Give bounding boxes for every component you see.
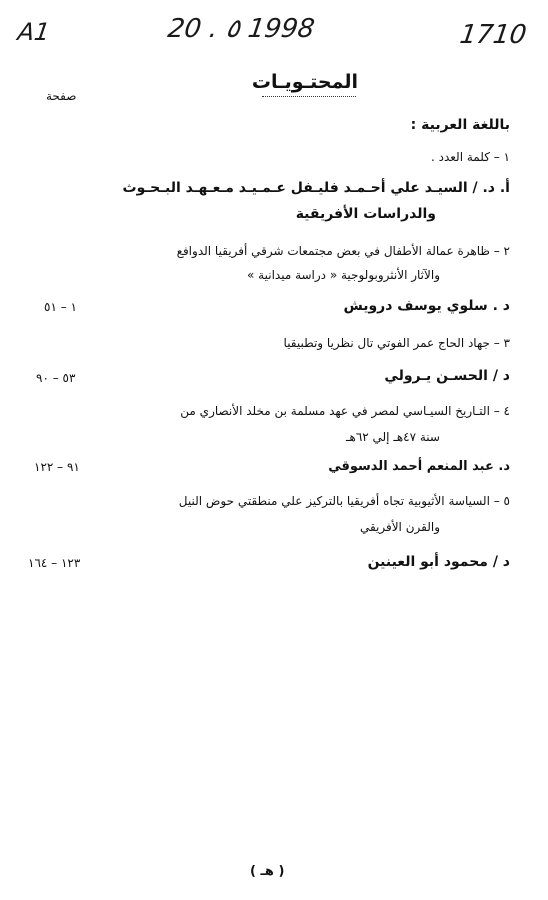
- page-number-mark: ( هـ ): [250, 864, 285, 879]
- page-title: المحتـويـات: [251, 71, 358, 93]
- entry-3-title: ٣ – جهاد الحاج عمر الفوتي تال نظريا وتطبيقيا: [283, 336, 510, 350]
- entry-2-author: د . سلوي يوسف درويش: [343, 298, 510, 314]
- entry-3-pages: ٥٣ – ٩٠: [36, 371, 76, 385]
- entry-2-title-line-2: والآثار الأنثروبولوجية « دراسة ميدانية »: [247, 268, 440, 282]
- handwritten-ref: A1: [16, 18, 52, 46]
- section-heading: باللغة العربية :: [410, 117, 510, 133]
- handwritten-date: 20 . ٥ 1998: [165, 14, 317, 44]
- entry-2-title-line-1: ٢ – ظاهرة عمالة الأطفال في بعض مجتمعات شرقي أفريقيا الدوافع: [176, 244, 510, 258]
- editor-line-2: والدراسات الأفريقية: [295, 206, 436, 222]
- page-column-label: صفحة: [46, 89, 77, 103]
- entry-5-pages: ١٢٣ – ١٦٤: [28, 556, 81, 570]
- entry-5-title-line-2: والقرن الأفريقي: [359, 520, 440, 534]
- entry-4-author: د. عبد المنعم أحمد الدسوقي: [328, 459, 510, 474]
- entry-5-author: د / محمود أبو العينين: [367, 554, 510, 570]
- entry-1-title: ١ – كلمة العدد .: [430, 150, 510, 164]
- entry-2-pages: ١ – ٥١: [44, 300, 77, 314]
- title-underline: [262, 96, 356, 97]
- entry-4-title-line-1: ٤ – التـاريخ السيـاسي لمصر في عهد مسلمة بن مخلد الأنصاري من: [180, 404, 510, 418]
- handwritten-number: 1710: [457, 20, 529, 50]
- entry-3-author: د / الحسـن يـرولي: [384, 368, 510, 384]
- entry-4-pages: ٩١ – ١٢٢: [34, 460, 80, 474]
- entry-5-title-line-1: ٥ – السياسة الأثيوبية تجاه أفريقيا بالتركيز علي منطقتي حوض النيل: [178, 494, 510, 508]
- entry-4-title-line-2: سنة ٤٧هـ إلي ٦٢هـ: [345, 430, 440, 444]
- editor-line-1: أ. د. / السيـد علي أحـمـد فليـفل عـمـيـد مـعـهـد البـحـوث: [122, 180, 510, 196]
